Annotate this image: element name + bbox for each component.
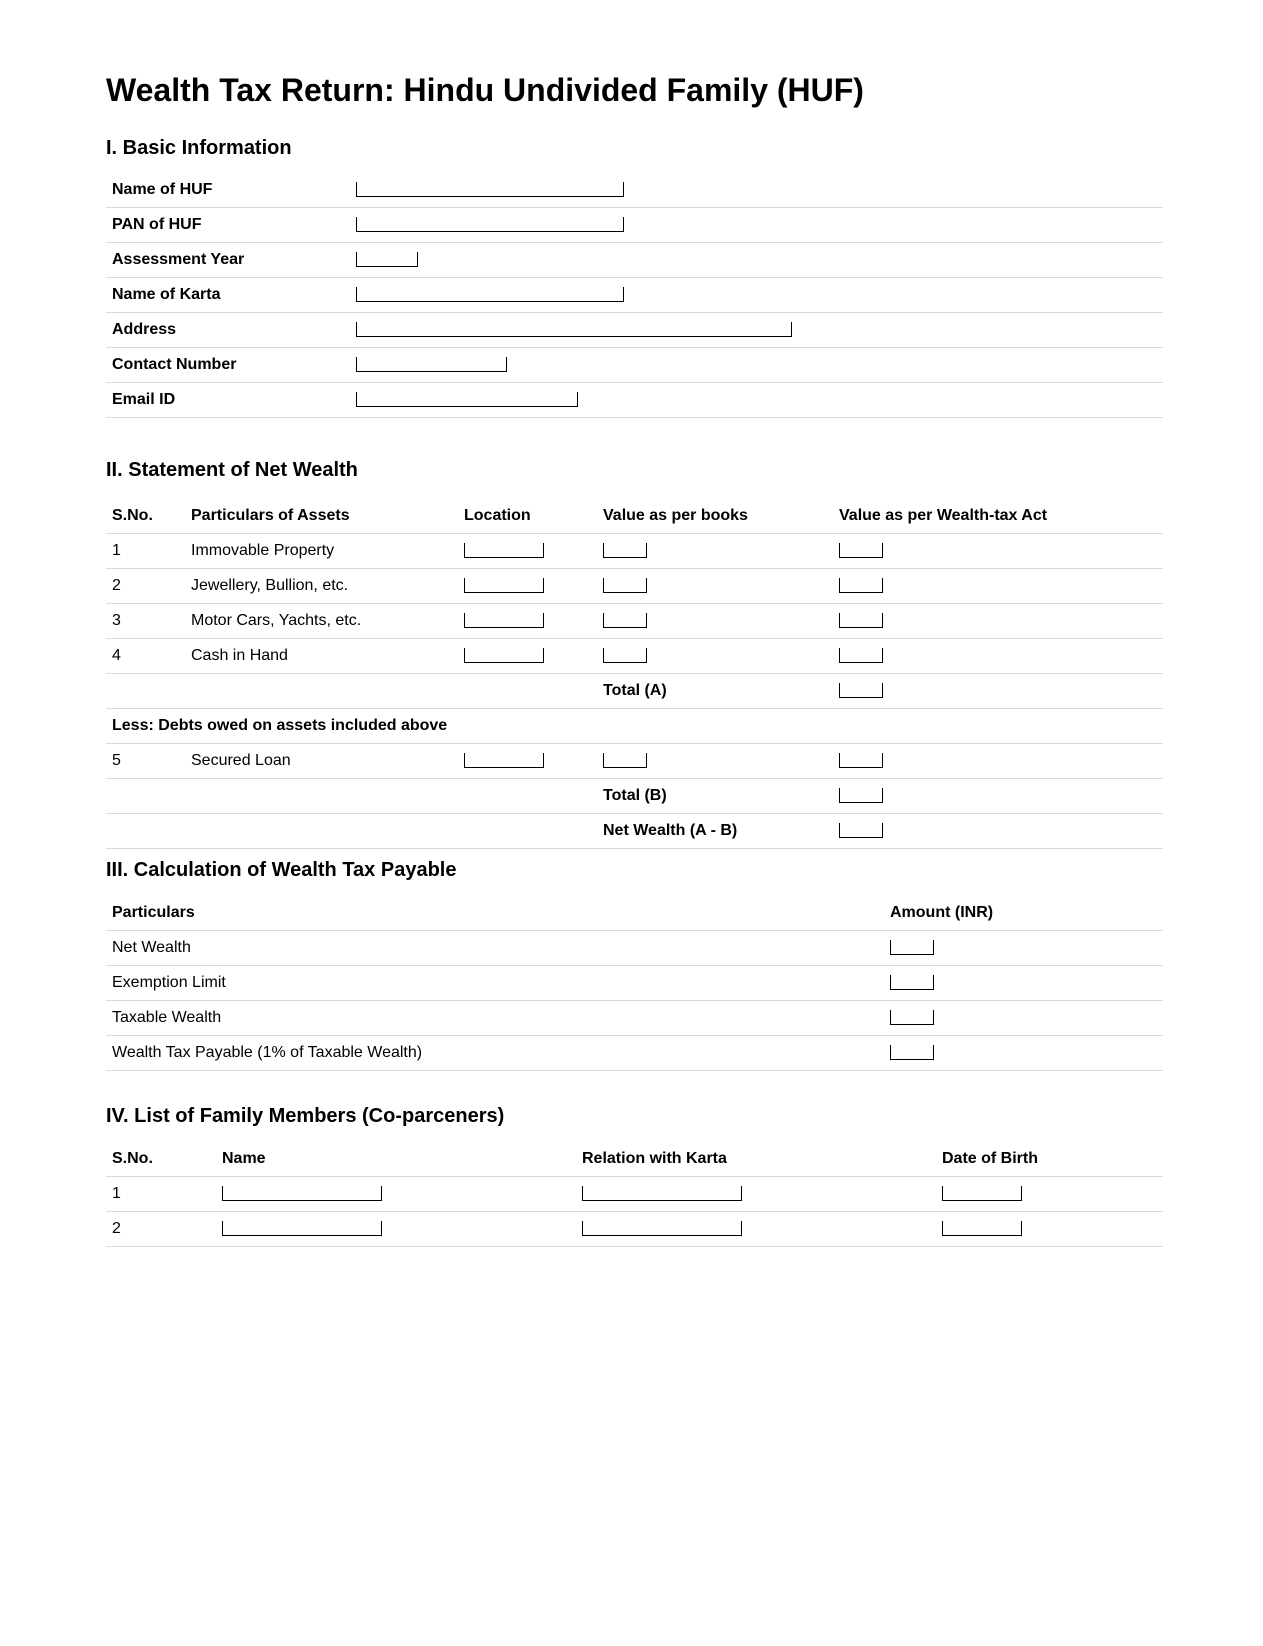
table-row	[106, 931, 1163, 966]
sno-cell: 1	[106, 534, 185, 569]
table-header-row	[106, 499, 1163, 534]
book-value-field[interactable]	[603, 648, 647, 663]
debt-particular: Secured Loan	[185, 744, 458, 779]
asset-particular: Jewellery, Bullion, etc.	[185, 569, 458, 604]
wt-act-value-field[interactable]	[839, 613, 883, 628]
relation-field[interactable]	[582, 1186, 742, 1201]
field-label: PAN of HUF	[106, 208, 350, 243]
basic-info-row	[106, 313, 1163, 348]
tax-particular: Wealth Tax Payable (1% of Taxable Wealth)	[106, 1036, 884, 1071]
total-b-field[interactable]	[839, 788, 883, 803]
table-header-row	[106, 1142, 1163, 1177]
table-row	[106, 1212, 1163, 1247]
basic-info-row	[106, 208, 1163, 243]
section-heading-members: IV. List of Family Members (Co-parceners)	[106, 1105, 505, 1127]
wt-act-value-field[interactable]	[839, 753, 883, 768]
column-header: Value as per Wealth-tax Act	[833, 499, 1163, 534]
field-label: Contact Number	[106, 348, 350, 383]
member-name-field[interactable]	[222, 1186, 382, 1201]
total-a-field[interactable]	[839, 683, 883, 698]
book-value-field[interactable]	[603, 753, 647, 768]
relation-field[interactable]	[582, 1221, 742, 1236]
location-field[interactable]	[464, 613, 544, 628]
table-row	[106, 1036, 1163, 1071]
wt-act-value-field[interactable]	[839, 648, 883, 663]
column-header: Value as per books	[597, 499, 833, 534]
column-header: Particulars of Assets	[185, 499, 458, 534]
book-value-field[interactable]	[603, 613, 647, 628]
members-table	[106, 1142, 1163, 1247]
field-label: Name of Karta	[106, 278, 350, 313]
table-row	[106, 534, 1163, 569]
amount-field[interactable]	[890, 940, 934, 955]
tax-particular: Net Wealth	[106, 931, 884, 966]
table-row	[106, 744, 1163, 779]
book-value-field[interactable]	[603, 578, 647, 593]
basic-info-row	[106, 243, 1163, 278]
member-name-field[interactable]	[222, 1221, 382, 1236]
karta-name-field[interactable]	[356, 287, 624, 302]
net-wealth-table	[106, 499, 1163, 849]
total-b-label: Total (B)	[597, 779, 833, 814]
location-field[interactable]	[464, 543, 544, 558]
net-wealth-row	[106, 814, 1163, 849]
location-field[interactable]	[464, 578, 544, 593]
address-field[interactable]	[356, 322, 792, 337]
column-header: Amount (INR)	[884, 896, 1163, 931]
field-label: Email ID	[106, 383, 350, 418]
sno-cell: 4	[106, 639, 185, 674]
basic-info-row	[106, 278, 1163, 313]
section-heading-basic-info: I. Basic Information	[106, 137, 292, 159]
tax-particular: Taxable Wealth	[106, 1001, 884, 1036]
pan-field[interactable]	[356, 217, 624, 232]
tax-calc-table	[106, 896, 1163, 1071]
section-heading-tax-calc: III. Calculation of Wealth Tax Payable	[106, 859, 457, 881]
table-row	[106, 1177, 1163, 1212]
page-title: Wealth Tax Return: Hindu Undivided Family (HUF)	[106, 72, 864, 108]
total-a-row	[106, 674, 1163, 709]
email-field[interactable]	[356, 392, 578, 407]
amount-field[interactable]	[890, 1045, 934, 1060]
column-header: Name	[216, 1142, 576, 1177]
asset-particular: Motor Cars, Yachts, etc.	[185, 604, 458, 639]
table-row	[106, 639, 1163, 674]
field-label: Name of HUF	[106, 173, 350, 208]
sno-cell: 2	[106, 569, 185, 604]
asset-particular: Cash in Hand	[185, 639, 458, 674]
field-label: Address	[106, 313, 350, 348]
column-header: S.No.	[106, 1142, 216, 1177]
table-row	[106, 1001, 1163, 1036]
total-a-label: Total (A)	[597, 674, 833, 709]
tax-particular: Exemption Limit	[106, 966, 884, 1001]
huf-name-field[interactable]	[356, 182, 624, 197]
column-header: Particulars	[106, 896, 884, 931]
book-value-field[interactable]	[603, 543, 647, 558]
debts-label: Less: Debts owed on assets included above	[106, 709, 1163, 744]
asset-particular: Immovable Property	[185, 534, 458, 569]
location-field[interactable]	[464, 648, 544, 663]
net-wealth-label: Net Wealth (A - B)	[597, 814, 833, 849]
net-wealth-field[interactable]	[839, 823, 883, 838]
field-label: Assessment Year	[106, 243, 350, 278]
table-header-row	[106, 896, 1163, 931]
sno-cell: 1	[106, 1177, 216, 1212]
wt-act-value-field[interactable]	[839, 543, 883, 558]
column-header: Relation with Karta	[576, 1142, 936, 1177]
amount-field[interactable]	[890, 975, 934, 990]
total-b-row	[106, 779, 1163, 814]
wt-act-value-field[interactable]	[839, 578, 883, 593]
table-row	[106, 569, 1163, 604]
contact-number-field[interactable]	[356, 357, 507, 372]
sno-cell: 5	[106, 744, 185, 779]
section-heading-net-wealth: II. Statement of Net Wealth	[106, 459, 358, 481]
column-header: Date of Birth	[936, 1142, 1163, 1177]
table-row	[106, 966, 1163, 1001]
basic-info-row	[106, 348, 1163, 383]
debts-header-row	[106, 709, 1163, 744]
amount-field[interactable]	[890, 1010, 934, 1025]
dob-field[interactable]	[942, 1186, 1022, 1201]
column-header: S.No.	[106, 499, 185, 534]
basic-info-table	[106, 173, 1163, 418]
basic-info-row	[106, 383, 1163, 418]
column-header: Location	[458, 499, 597, 534]
basic-info-row	[106, 173, 1163, 208]
sno-cell: 3	[106, 604, 185, 639]
sno-cell: 2	[106, 1212, 216, 1247]
assessment-year-field[interactable]	[356, 252, 418, 267]
dob-field[interactable]	[942, 1221, 1022, 1236]
location-field[interactable]	[464, 753, 544, 768]
table-row	[106, 604, 1163, 639]
